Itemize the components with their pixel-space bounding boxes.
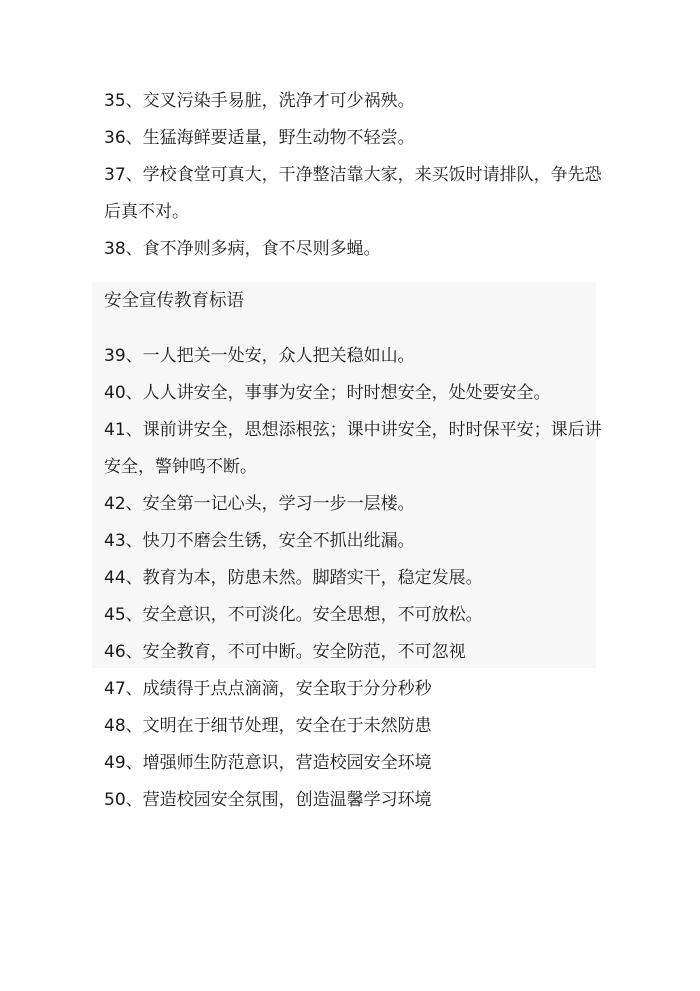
slogan-40: 40、人人讲安全，事事为安全；时时想安全，处处要安全。 bbox=[104, 383, 551, 403]
slogan-list-safety-education bbox=[104, 338, 602, 819]
slogan-41-line-1: 41、课前讲安全，思想添根弦；课中讲安全，时时保平安；课后讲 bbox=[104, 420, 602, 440]
slogan-37-line-2: 后真不对。 bbox=[104, 202, 189, 222]
slogan-46: 46、安全教育，不可中断。安全防范，不可忽视 bbox=[104, 642, 466, 662]
slogan-36: 36、生猛海鲜要适量，野生动物不轻尝。 bbox=[104, 128, 415, 148]
slogan-42: 42、安全第一记心头，学习一步一层楼。 bbox=[104, 494, 415, 514]
slogan-35: 35、交叉污染手易脏，洗净才可少祸殃。 bbox=[104, 91, 415, 111]
slogan-49: 49、增强师生防范意识，营造校园安全环境 bbox=[104, 753, 432, 773]
slogan-41-line-2: 安全，警钟鸣不断。 bbox=[104, 457, 257, 477]
slogan-39: 39、一人把关一处安，众人把关稳如山。 bbox=[104, 346, 415, 366]
slogan-48: 48、文明在于细节处理，安全在于未然防患 bbox=[104, 716, 432, 736]
slogan-50: 50、营造校园安全氛围，创造温馨学习环境 bbox=[104, 790, 432, 810]
slogan-45: 45、安全意识，不可淡化。安全思想，不可放松。 bbox=[104, 605, 483, 625]
slogan-list-food-safety bbox=[104, 83, 602, 268]
slogan-43: 43、快刀不磨会生锈，安全不抓出纰漏。 bbox=[104, 531, 415, 551]
section-title: 安全宣传教育标语 bbox=[104, 291, 244, 311]
slogan-37-line-1: 37、学校食堂可真大，干净整洁靠大家，来买饭时请排队，争先恐 bbox=[104, 165, 602, 185]
slogan-47: 47、成绩得于点点滴滴，安全取于分分秒秒 bbox=[104, 679, 432, 699]
slogan-38: 38、食不净则多病，食不尽则多蝇。 bbox=[104, 239, 381, 259]
slogan-44: 44、教育为本，防患未然。脚踏实干，稳定发展。 bbox=[104, 568, 483, 588]
